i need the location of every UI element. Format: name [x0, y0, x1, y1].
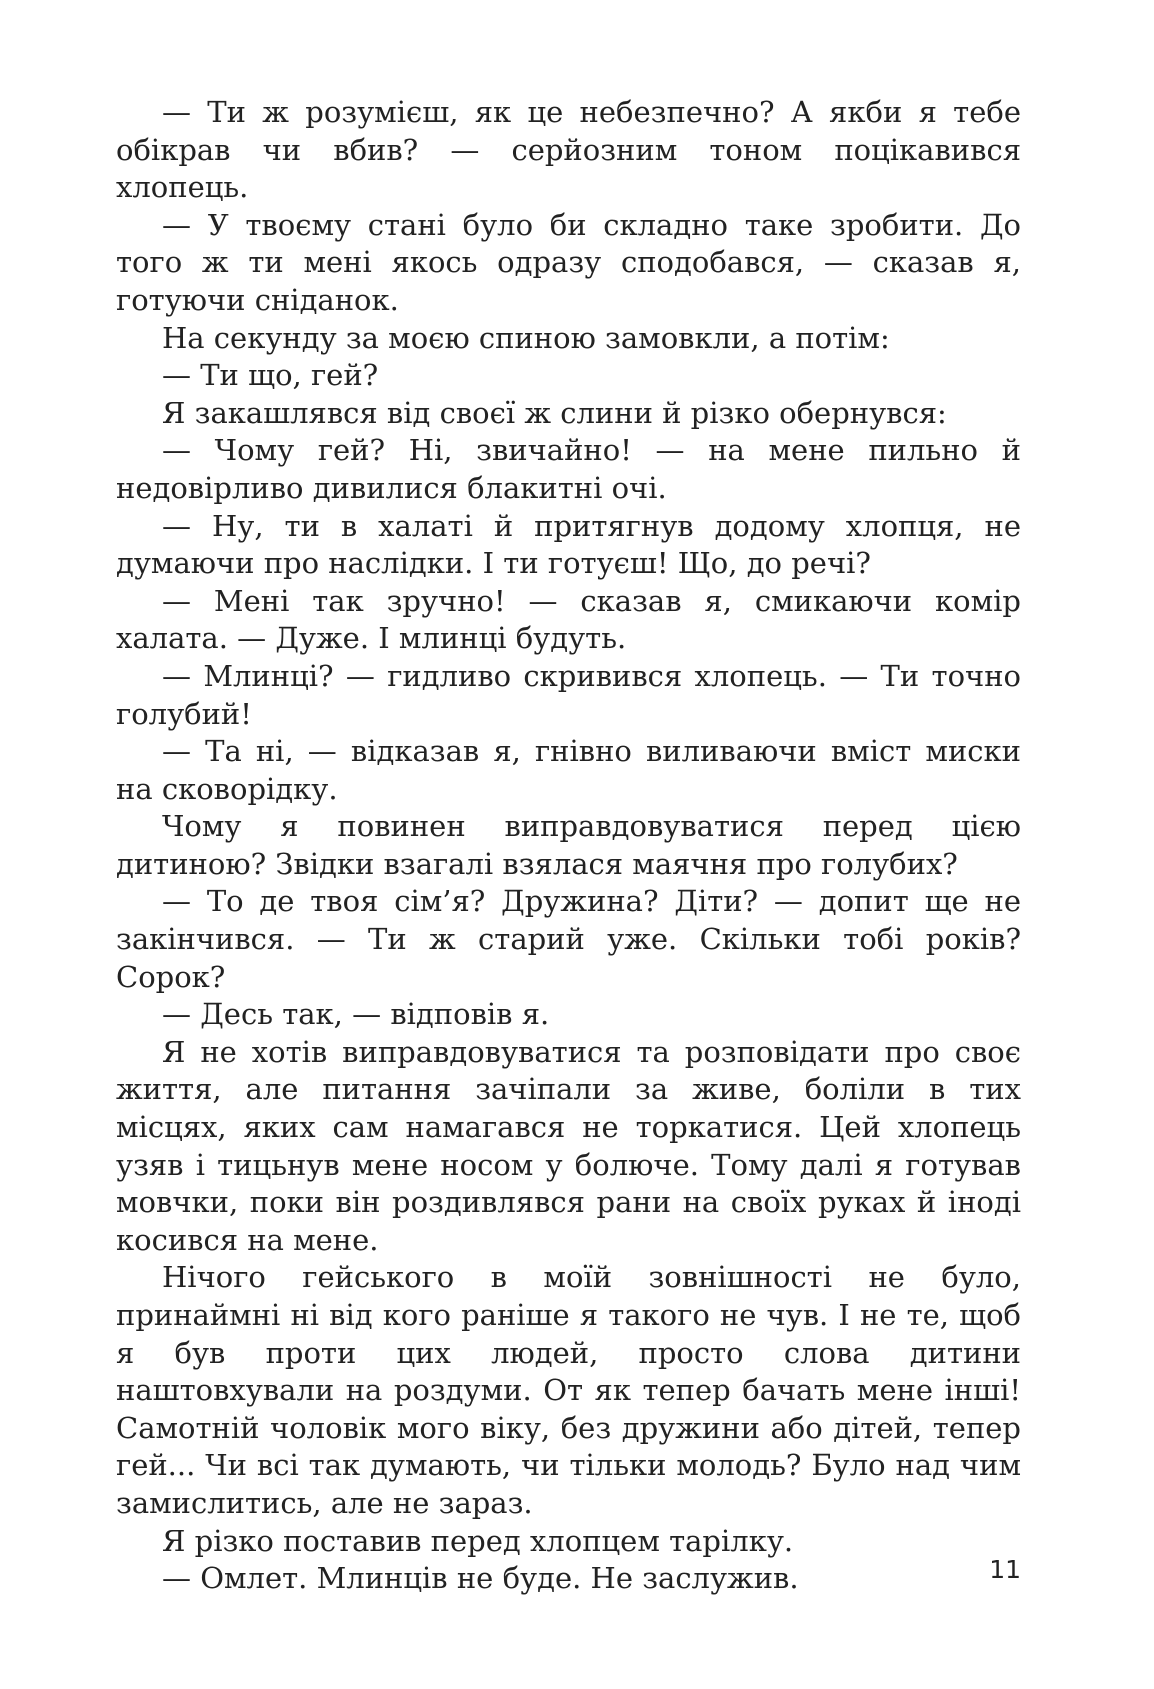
paragraph: — Млинці? — гидливо скривився хлопець. — Ти точно голубий!	[116, 658, 1021, 731]
paragraph: — Ти ж розумієш, як це небезпечно? А якби я тебе обікрав чи вбив? — серйозним тоном поцікавився хлопець.	[116, 95, 1021, 205]
paragraph: Я не хотів виправдовуватися та розповідати про своє життя, але питання зачіпали за живе, боліли в тих місцях, яких сам намагався не торкатися. Цей хлопець узяв і тицьнув мене носом у болюче. Тому далі я готував мовчки, поки він роздивлявся рани на своїх руках й іноді косився на мене.	[116, 1034, 1021, 1257]
paragraph: — Мені так зручно! — сказав я, смикаючи комір халата. — Дуже. І млинці будуть.	[116, 583, 1021, 656]
paragraph: — Десь так, — відповів я.	[162, 997, 550, 1032]
paragraph: — То де твоя сім’я? Дружина? Діти? — допит ще не закінчився. — Ти ж старий уже. Скільки тобі років? Сорок?	[116, 884, 1021, 994]
paragraph: Я різко поставив перед хлопцем тарілку.	[162, 1523, 794, 1558]
paragraph: Чому я повинен виправдовуватися перед цією дитиною? Звідки взагалі взялася маячня про голубих?	[116, 809, 1021, 881]
body-text	[116, 94, 1021, 1598]
paragraph: Нічого гейського в моїй зовнішності не було, принаймні ні від кого раніше я такого не чув. І не те, щоб я був проти цих людей, просто слова дитини наштовхували на роздуми. От як тепер бачать мене інші! Самотній чоловік мого віку, без дружини або дітей, тепер гей... Чи всі так думають, чи тільки молодь? Було над чим замислитись, але не зараз.	[116, 1260, 1021, 1520]
page-number: 11	[989, 1555, 1021, 1584]
paragraph: — Та ні, — відказав я, гнівно виливаючи вміст миски на сковорідку.	[116, 734, 1021, 806]
paragraph: На секунду за моєю спиною замовкли, а потім:	[162, 320, 890, 355]
paragraph: Я закашлявся від своєї ж слини й різко обернувся:	[162, 395, 947, 430]
paragraph: — Чому гей? Ні, звичайно! — на мене пильно й недовірливо дивилися блакитні очі.	[116, 433, 1021, 505]
paragraph: — Омлет. Млинців не буде. Не заслужив.	[162, 1561, 799, 1596]
paragraph: — Ти що, гей?	[162, 358, 379, 393]
paragraph: — У твоєму стані було би складно таке зробити. До того ж ти мені якось одразу сподобався, — сказав я, готуючи сніданок.	[116, 207, 1021, 317]
paragraph: — Ну, ти в халаті й притягнув додому хлопця, не думаючи про наслідки. І ти готуєш! Що, до речі?	[116, 508, 1021, 581]
